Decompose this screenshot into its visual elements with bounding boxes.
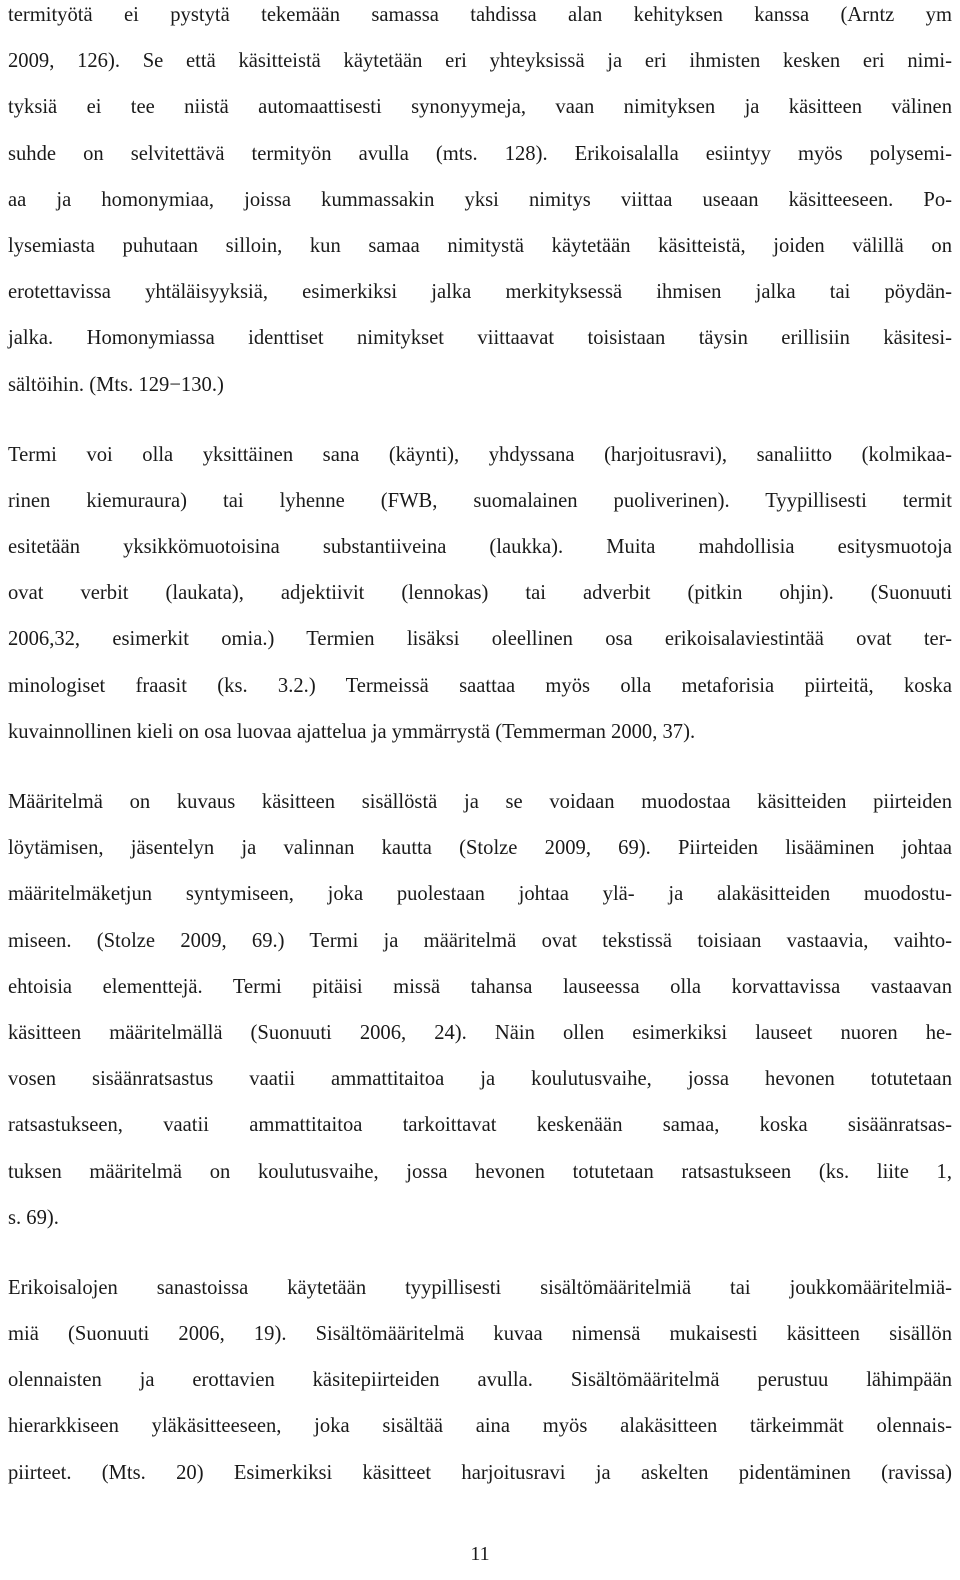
text-line: käsitteen määritelmällä (Suonuuti 2006, 24). Näin ollen esimerkiksi lauseet nuoren he- bbox=[8, 1021, 952, 1044]
text-line: 2006,32, esimerkit omia.) Termien lisäksi oleellinen osa erikoisalaviestintää ovat ter- bbox=[8, 628, 952, 651]
text-line: hierarkkiseen yläkäsitteeseen, joka sisältää aina myös alakäsitteen tärkeimmät olennais- bbox=[8, 1415, 952, 1438]
page-number: 11 bbox=[470, 1543, 490, 1565]
text-line: termityötä ei pystytä tekemään samassa tahdissa alan kehityksen kanssa (Arntz ym bbox=[8, 4, 952, 26]
text-line: ratsastukseen, vaatii ammattitaitoa tarkoittavat keskenään samaa, koska sisäänratsas- bbox=[8, 1114, 952, 1137]
text-line: piirteet. (Mts. 20) Esimerkiksi käsitteet harjoitusravi ja askelten pidentäminen (ravissa) bbox=[8, 1461, 952, 1484]
text-line: miseen. (Stolze 2009, 69.) Termi ja määritelmä ovat tekstissä toisiaan vastaavia, vaihto- bbox=[8, 929, 952, 952]
text-line: minologiset fraasit (ks. 3.2.) Termeissä saattaa myös olla metaforisia piirteitä, koska bbox=[8, 674, 952, 697]
text-line: Erikoisalojen sanastoissa käytetään tyypillisesti sisältömääritelmiä tai joukkomääritelmiä- bbox=[8, 1276, 952, 1299]
text-line: jalka. Homonymiassa identtiset nimitykset viittaavat toisistaan täysin erillisiin käsitesi- bbox=[8, 327, 952, 350]
text-line: tyksiä ei tee niistä automaattisesti synonyymeja, vaan nimityksen ja käsitteen välinen bbox=[8, 96, 952, 119]
text-line: lysemiasta puhutaan silloin, kun samaa nimitystä käytetään käsitteistä, joiden välillä on bbox=[8, 234, 952, 257]
text-line: löytämisen, jäsentelyn ja valinnan kautta (Stolze 2009, 69). Piirteiden lisääminen johtaa bbox=[8, 837, 952, 860]
text-line: miä (Suonuuti 2006, 19). Sisältömääritelmä kuvaa nimensä mukaisesti käsitteen sisällön bbox=[8, 1323, 952, 1346]
text-line: ehtoisia elementtejä. Termi pitäisi missä tahansa lauseessa olla korvattavissa vastaavan bbox=[8, 975, 952, 998]
document-body bbox=[8, 0, 952, 1520]
paragraph-3 bbox=[8, 779, 952, 1241]
text-line: vosen sisäänratsastus vaatii ammattitaitoa ja koulutusvaihe, jossa hevonen totutetaan bbox=[8, 1068, 952, 1091]
text-line: aa ja homonymiaa, joissa kummassakin yksi nimitys viittaa useaan käsitteeseen. Po- bbox=[8, 188, 952, 211]
text-line: sältöihin. (Mts. 129−130.) bbox=[8, 373, 224, 396]
text-line: erotettavissa yhtäläisyyksiä, esimerkiksi jalka merkityksessä ihmisen jalka tai pöydän- bbox=[8, 281, 952, 304]
text-line: Termi voi olla yksittäinen sana (käynti), yhdyssana (harjoitusravi), sanaliitto (kolmikaa- bbox=[8, 443, 952, 466]
paragraph-1 bbox=[8, 0, 952, 408]
text-line: määritelmäketjun syntymiseen, joka puolestaan johtaa ylä- ja alakäsitteiden muodostu- bbox=[8, 883, 952, 906]
paragraph-4 bbox=[8, 1265, 952, 1496]
text-line: suhde on selvitettävä termityön avulla (mts. 128). Erikoisalalla esiintyy myös polysemi- bbox=[8, 142, 952, 165]
text-line: ovat verbit (laukata), adjektiivit (lennokas) tai adverbit (pitkin ohjin). (Suonuuti bbox=[8, 582, 952, 605]
text-line: esitetään yksikkömuotoisina substantiiveina (laukka). Muita mahdollisia esitysmuotoja bbox=[8, 536, 952, 559]
text-line: s. 69). bbox=[8, 1206, 59, 1229]
text-line: olennaisten ja erottavien käsitepiirteiden avulla. Sisältömääritelmä perustuu lähimpään bbox=[8, 1369, 952, 1392]
text-line: 2009, 126). Se että käsitteistä käytetään eri yhteyksissä ja eri ihmisten kesken eri nimi- bbox=[8, 50, 952, 73]
text-line: tuksen määritelmä on koulutusvaihe, jossa hevonen totutetaan ratsastukseen (ks. liite 1, bbox=[8, 1160, 952, 1183]
paragraph-2 bbox=[8, 432, 952, 755]
text-line: rinen kiemuraura) tai lyhenne (FWB, suomalainen puoliverinen). Tyypillisesti termit bbox=[8, 489, 952, 512]
text-line: Määritelmä on kuvaus käsitteen sisällöstä ja se voidaan muodostaa käsitteiden piirteiden bbox=[8, 791, 952, 813]
text-line: kuvainnollinen kieli on osa luovaa ajattelua ja ymmärrystä (Temmerman 2000, 37). bbox=[8, 720, 696, 743]
